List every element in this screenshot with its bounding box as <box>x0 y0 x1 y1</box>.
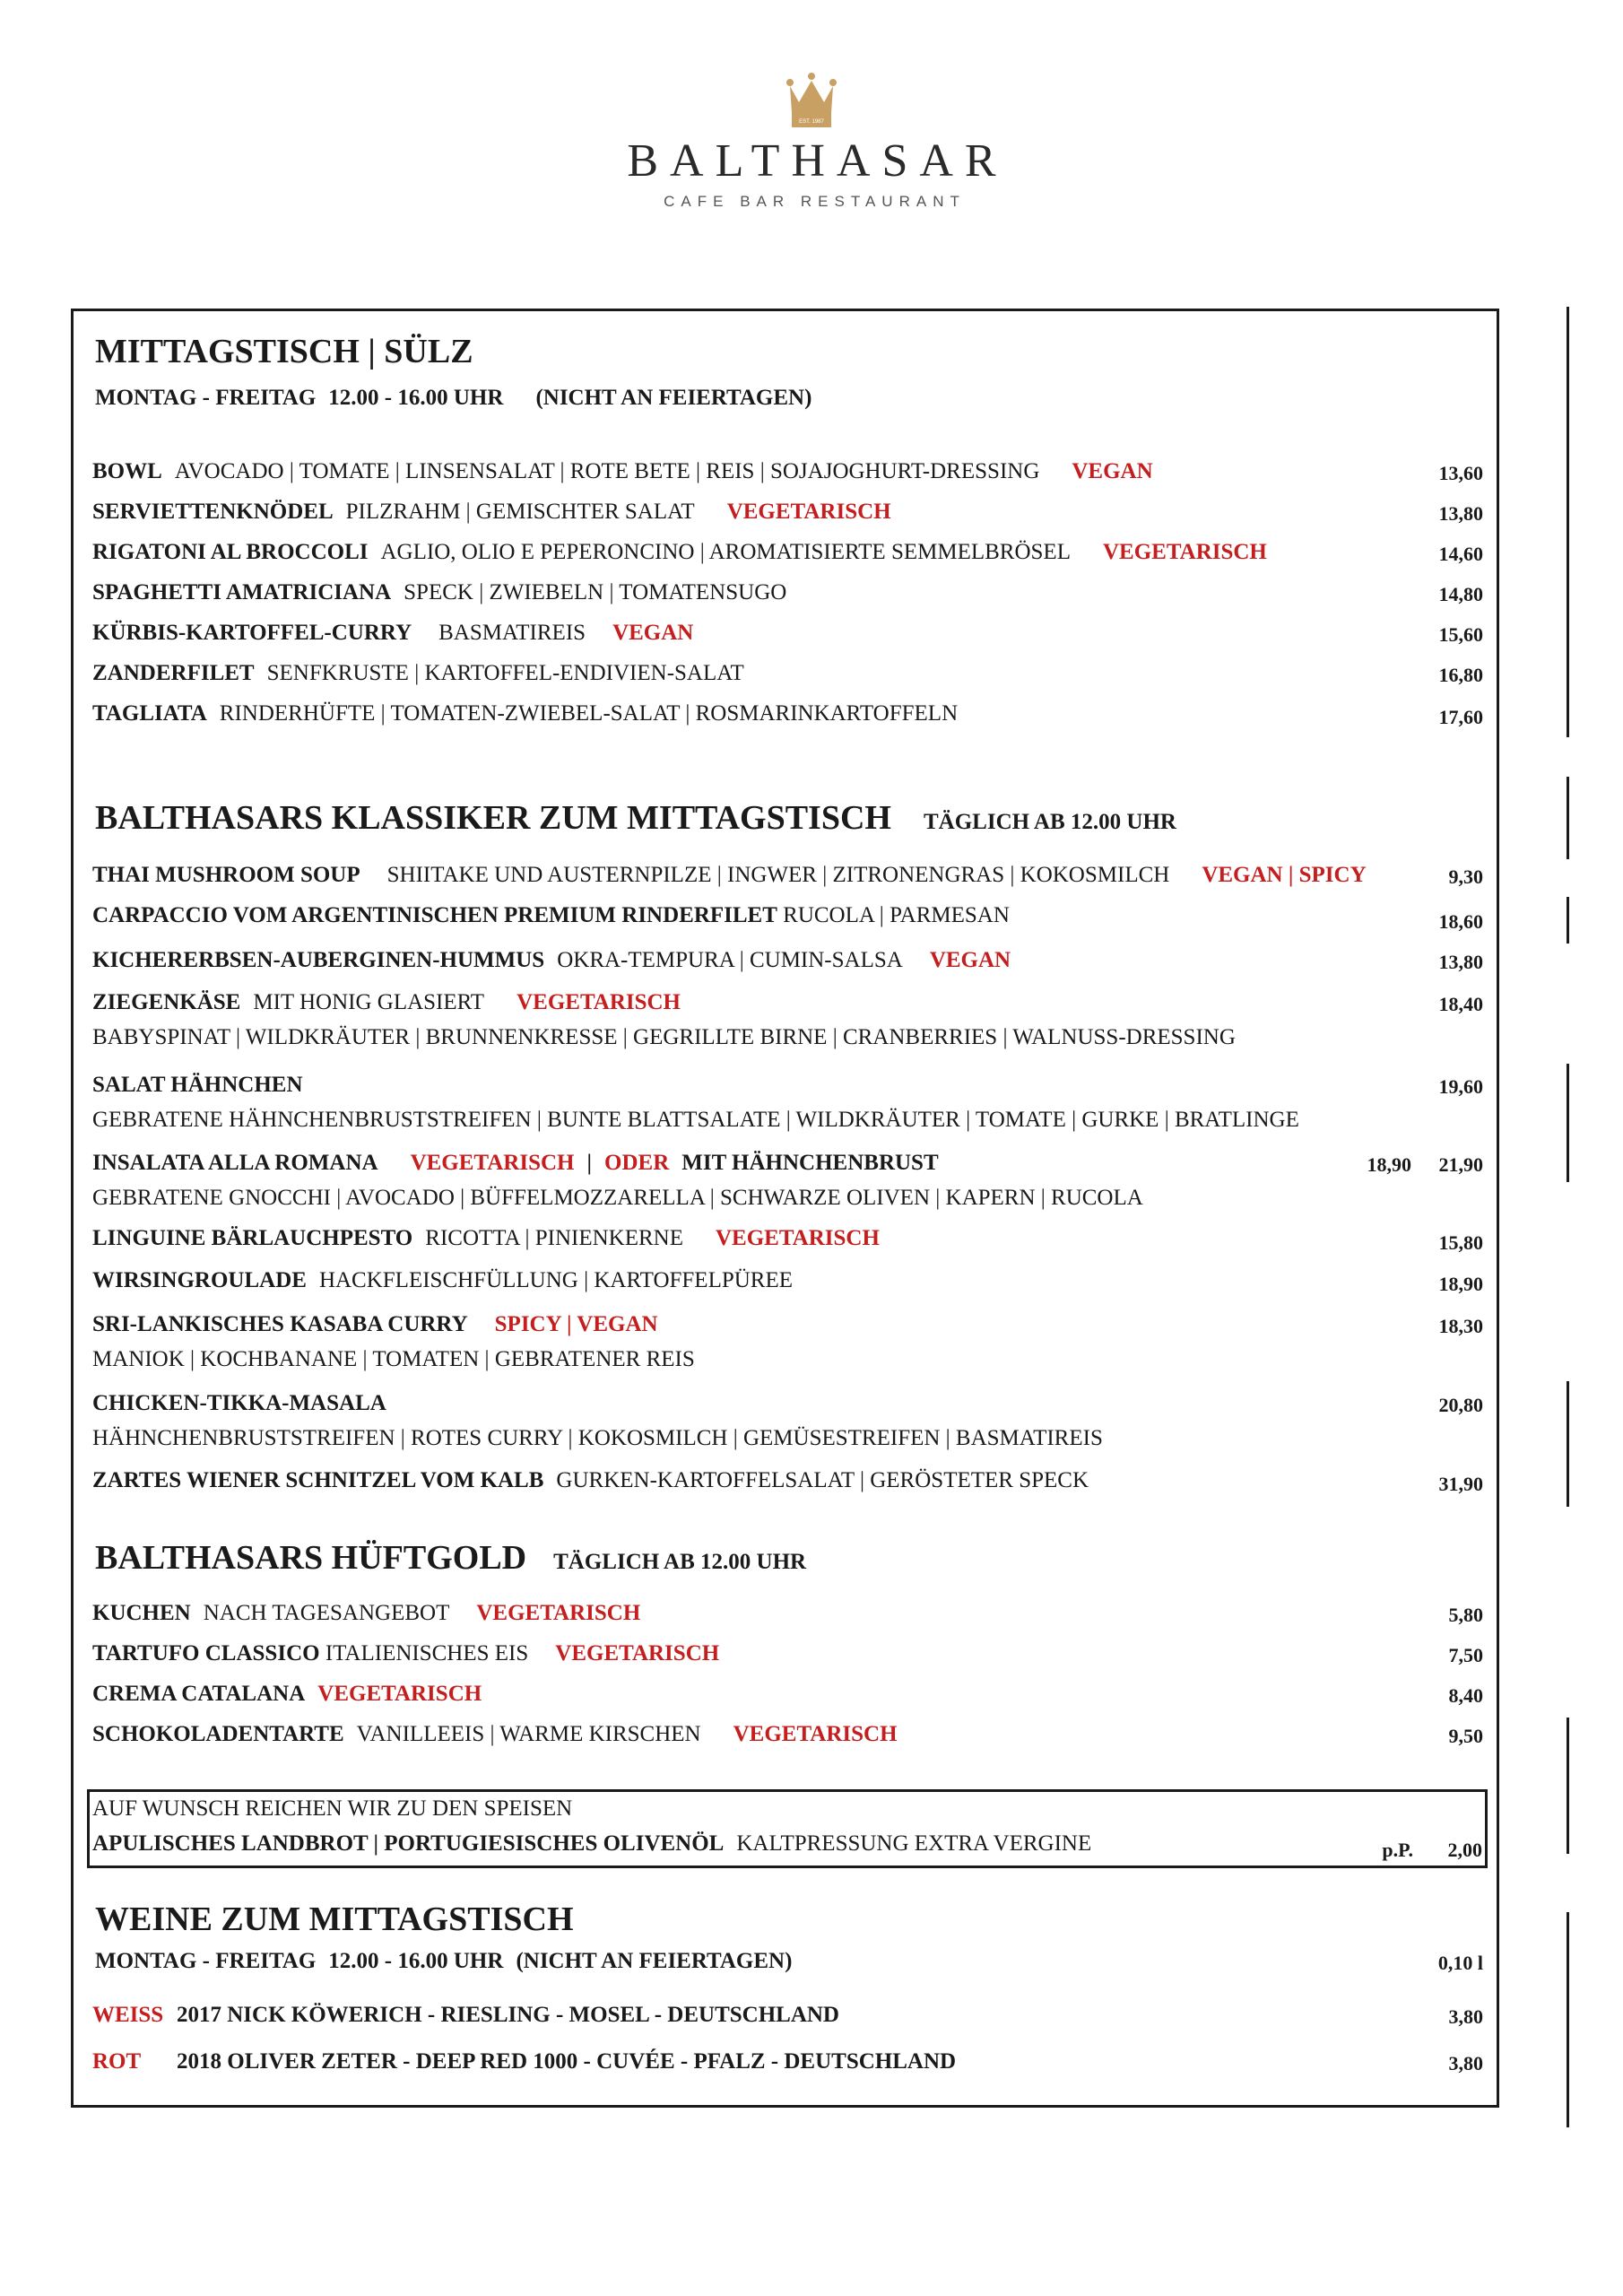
wine-size: 0,10 l <box>1437 1952 1483 1974</box>
price: 13,80 <box>1438 502 1483 525</box>
menu-item-hummus: KICHERERBSEN-AUBERGINEN-HUMMUS OKRA-TEMPURA | CUMIN-SALSA VEGAN <box>92 948 1011 972</box>
bread-unit: p.P. <box>1382 1839 1413 1861</box>
menu-item-zanderfilet: ZANDERFILET SENFKRUSTE | KARTOFFEL-ENDIVIEN-SALAT <box>92 661 744 685</box>
bread-item: APULISCHES LANDBROT | PORTUGIESISCHES OLIVENÖL KALTPRESSUNG EXTRA VERGINE <box>92 1831 1092 1856</box>
price: 20,80 <box>1438 1394 1483 1416</box>
weine-note: (NICHT AN FEIERTAGEN) <box>516 1949 793 1973</box>
bread-intro: AUF WUNSCH REICHEN WIR ZU DEN SPEISEN <box>92 1796 573 1821</box>
price: 18,30 <box>1438 1315 1483 1337</box>
price: 3,80 <box>1448 2052 1483 2074</box>
price: 7,50 <box>1448 1644 1483 1666</box>
price: 5,80 <box>1448 1604 1483 1626</box>
menu-item-thai-soup: THAI MUSHROOM SOUP SHIITAKE UND AUSTERNPILZE | INGWER | ZITRONENGRAS | KOKOSMILCH VEGAN | SPICY <box>92 863 1367 887</box>
margin-line <box>1567 307 1569 737</box>
menu-item-spaghetti: SPAGHETTI AMATRICIANA SPECK | ZWIEBELN | TOMATENSUGO <box>92 580 787 604</box>
menu-item-salat-haehnchen-desc: GEBRATENE HÄHNCHENBRUSTSTREIFEN | BUNTE BLATTSALATE | WILDKRÄUTER | TOMATE | GURKE | BRATLINGE <box>92 1108 1299 1132</box>
price: 31,90 <box>1438 1473 1483 1495</box>
brand-tagline: CAFE BAR RESTAURANT <box>664 193 966 210</box>
menu-item-tagliata: TAGLIATA RINDERHÜFTE | TOMATEN-ZWIEBEL-SALAT | ROSMARINKARTOFFELN <box>92 701 959 726</box>
mittag-days: MONTAG - FREITAG <box>95 386 317 410</box>
menu-item-wirsingroulade: WIRSINGROULADE HACKFLEISCHFÜLLUNG | KARTOFFELPÜREE <box>92 1268 794 1292</box>
logo-header <box>0 72 1623 211</box>
price: 8,40 <box>1448 1684 1483 1707</box>
weine-days: MONTAG - FREITAG <box>95 1949 317 1973</box>
margin-line <box>1567 1381 1569 1507</box>
crown-est-text: EST. 1987 <box>799 119 824 125</box>
wine-item-rot: ROT 2018 OLIVER ZETER - DEEP RED 1000 - CUVÉE - PFALZ - DEUTSCHLAND <box>92 2049 957 2074</box>
price: 2,00 <box>1447 1839 1482 1861</box>
mittag-note: (NICHT AN FEIERTAGEN) <box>535 386 812 410</box>
weine-hours <box>95 1949 792 1974</box>
section-title-klassiker: BALTHASARS KLASSIKER ZUM MITTAGSTISCH TÄGLICH AB 12.00 UHR <box>95 799 1176 837</box>
wine-item-weiss: WEISS 2017 NICK KÖWERICH - RIESLING - MOSEL - DEUTSCHLAND <box>92 2003 839 2027</box>
menu-item-carpaccio: CARPACCIO VOM ARGENTINISCHEN PREMIUM RINDERFILET RUCOLA | PARMESAN <box>92 903 1010 927</box>
price: 18,90 <box>1438 1273 1483 1295</box>
menu-item-insalata-romana-desc: GEBRATENE GNOCCHI | AVOCADO | BÜFFELMOZZARELLA | SCHWARZE OLIVEN | KAPERN | RUCOLA <box>92 1186 1143 1210</box>
price: 18,40 <box>1438 993 1483 1015</box>
menu-item-salat-haehnchen: SALAT HÄHNCHEN <box>92 1073 303 1097</box>
menu-item-kuchen: KUCHEN NACH TAGESANGEBOT VEGETARISCH <box>92 1601 641 1625</box>
weine-time: 12.00 - 16.00 UHR <box>328 1949 504 1973</box>
price: 14,80 <box>1438 583 1483 605</box>
menu-item-ziegenkaese: ZIEGENKÄSE MIT HONIG GLASIERT VEGETARISCH <box>92 990 681 1014</box>
section-title-mittagstisch: MITTAGSTISCH | SÜLZ <box>95 333 473 370</box>
section-title-hueftgold: BALTHASARS HÜFTGOLD TÄGLICH AB 12.00 UHR <box>95 1539 807 1577</box>
menu-item-linguine: LINGUINE BÄRLAUCHPESTO RICOTTA | PINIENKERNE VEGETARISCH <box>92 1226 880 1250</box>
menu-item-bowl: BOWL AVOCADO | TOMATE | LINSENSALAT | ROTE BETE | REIS | SOJAJOGHURT-DRESSING VEGAN <box>92 459 1153 483</box>
price: 17,60 <box>1438 706 1483 728</box>
price: 9,50 <box>1448 1725 1483 1747</box>
price: 19,60 <box>1438 1075 1483 1098</box>
menu-item-rigatoni: RIGATONI AL BROCCOLI AGLIO, OLIO E PEPERONCINO | AROMATISIERTE SEMMELBRÖSEL VEGETARISCH <box>92 540 1267 564</box>
margin-line <box>1567 1718 1569 1854</box>
price: 14,60 <box>1438 543 1483 565</box>
price: 9,30 <box>1448 865 1483 888</box>
mittag-time: 12.00 - 16.00 UHR <box>328 386 504 410</box>
price: 15,80 <box>1438 1231 1483 1254</box>
klassiker-sub: TÄGLICH AB 12.00 UHR <box>923 810 1176 834</box>
menu-item-serviettenknoedel: SERVIETTENKNÖDEL PILZRAHM | GEMISCHTER SALAT VEGETARISCH <box>92 500 891 524</box>
menu-item-crema-catalana: CREMA CATALANA VEGETARISCH <box>92 1682 482 1706</box>
menu-item-wiener-schnitzel: ZARTES WIENER SCHNITZEL VOM KALB GURKEN-KARTOFFELSALAT | GERÖSTETER SPECK <box>92 1468 1089 1492</box>
price: 18,90 <box>1367 1153 1411 1176</box>
margin-line <box>1567 1064 1569 1182</box>
price: 16,80 <box>1438 664 1483 686</box>
hueftgold-sub: TÄGLICH AB 12.00 UHR <box>553 1550 807 1574</box>
menu-item-tikka-masala: CHICKEN-TIKKA-MASALA <box>92 1391 386 1415</box>
price: 3,80 <box>1448 2005 1483 2028</box>
margin-line <box>1567 1912 1569 2127</box>
price: 13,80 <box>1438 951 1483 973</box>
menu-item-kuerbis-curry: KÜRBIS-KARTOFFEL-CURRY BASMATIREIS VEGAN <box>92 621 694 645</box>
margin-line <box>1567 777 1569 859</box>
menu-item-kasaba-curry: SRI-LANKISCHES KASABA CURRY SPICY | VEGAN <box>92 1312 658 1336</box>
price: 15,60 <box>1438 623 1483 646</box>
price: 21,90 <box>1438 1153 1483 1176</box>
section-title-weine: WEINE ZUM MITTAGSTISCH <box>95 1900 574 1938</box>
mittag-hours <box>95 386 812 411</box>
price: 13,60 <box>1438 462 1483 484</box>
menu-item-schokoladentarte: SCHOKOLADENTARTE VANILLEEIS | WARME KIRSCHEN VEGETARISCH <box>92 1722 898 1746</box>
margin-line <box>1567 897 1569 944</box>
menu-item-kasaba-curry-desc: MANIOK | KOCHBANANE | TOMATEN | GEBRATENER REIS <box>92 1347 695 1371</box>
menu-item-tartufo: TARTUFO CLASSICO ITALIENISCHES EIS VEGETARISCH <box>92 1641 720 1665</box>
crown-icon <box>785 72 838 129</box>
price: 18,60 <box>1438 910 1483 933</box>
menu-item-ziegenkaese-desc: BABYSPINAT | WILDKRÄUTER | BRUNNENKRESSE | GEGRILLTE BIRNE | CRANBERRIES | WALNUSS-DRESSING <box>92 1025 1236 1049</box>
menu-item-insalata-romana: INSALATA ALLA ROMANA VEGETARISCH | ODER MIT HÄHNCHENBRUST <box>92 1151 939 1175</box>
brand-name: BALTHASAR <box>627 135 1008 187</box>
menu-item-tikka-masala-desc: HÄHNCHENBRUSTSTREIFEN | ROTES CURRY | KOKOSMILCH | GEMÜSESTREIFEN | BASMATIREIS <box>92 1426 1103 1450</box>
